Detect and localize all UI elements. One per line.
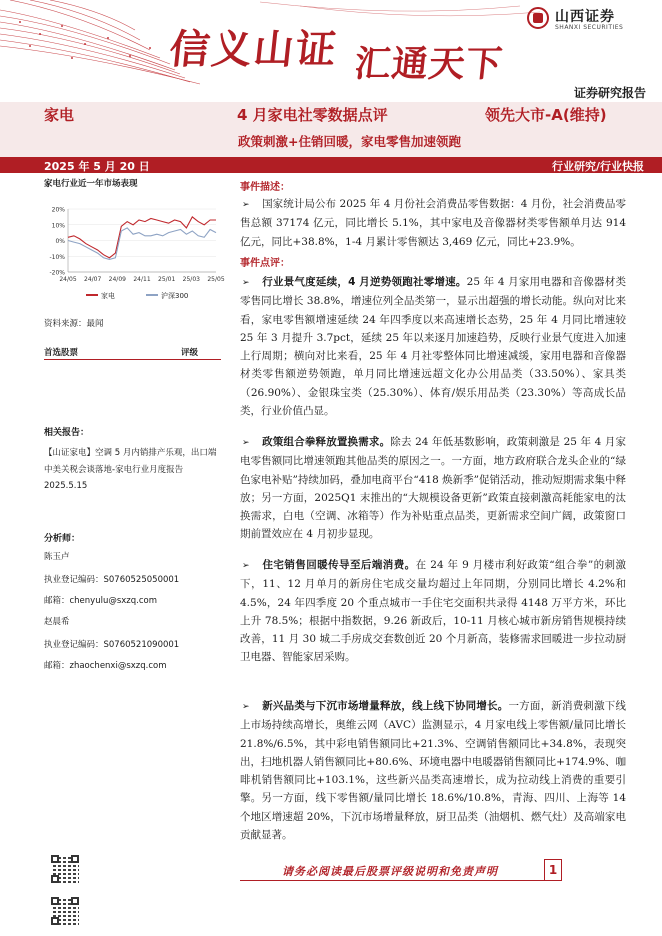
event-comment-title: 事件点评： [240, 258, 290, 269]
analyst-1-license: 执业登记编码：S0760525050001 [44, 575, 180, 585]
x-tick-label: 24/09 [108, 276, 126, 283]
qr-code-icon [51, 897, 79, 925]
analyst-1-name: 陈玉卢 [44, 552, 70, 562]
event-desc-title: 事件描述： [240, 182, 290, 193]
y-tick-label: -10% [49, 253, 65, 261]
page-number: 1 [544, 859, 562, 881]
point-1 [240, 273, 626, 420]
bullet-icon: ➢ [242, 278, 250, 288]
analyst-2-name: 赵晨希 [44, 617, 70, 627]
report-title: 4 月家电社零数据点评 [237, 106, 388, 124]
logo-mark-icon [527, 7, 549, 29]
x-tick-label: 24/05 [59, 276, 77, 283]
footer-divider [240, 880, 548, 881]
y-tick-label: 10% [51, 222, 65, 230]
qr-code-icon [51, 855, 79, 883]
rating-label: 领先大市-A(维持) [485, 106, 607, 124]
stock-header-right: 评级 [181, 348, 199, 358]
logo-en-text: SHANXI SECURITIES [555, 24, 624, 31]
analyst-2-email[interactable]: 邮箱：zhaochenxi@sxzq.com [44, 661, 167, 671]
analyst-1-email[interactable]: 邮箱：chenyulu@sxzq.com [44, 596, 158, 606]
chart-svg [40, 195, 225, 310]
stock-header-left: 首选股票 [44, 348, 79, 358]
analysts-title: 分析师： [44, 534, 81, 544]
bullet-icon: ➢ [242, 438, 250, 448]
y-tick-label: 0% [55, 238, 65, 245]
chart-source: 资料来源：最闻 [44, 319, 104, 329]
report-category: 行业研究/行业快报 [551, 160, 644, 173]
sector-label: 家电 [44, 106, 75, 124]
bullet-icon: ➢ [242, 200, 250, 210]
series-line-2 [68, 228, 216, 260]
related-reports-title: 相关报告： [44, 428, 90, 438]
point-2-heading: 政策组合拳释放置换需求。 [262, 436, 391, 448]
point-4-text: 一方面，新消费刺激下线上市场持续高增长，奥维云网（AVC）监测显示，4 月家电线上零售额/量同比增长 21.8%/6.5%，其中彩电销售额同比+21.3%、空调销售额同比+34.8%，表现突出，扫地机器人销售额同比+80.6%、环境电器中电暖器销售额同比+174.9%、咖啡机销售额同比+103.1%，这些新兴品类高速增长，成为拉动线上消费的重要引擎。另一方面，线下零售额/量同比增长 18.6%/10.8%，青海、四川、上海等 14 个地区增速超 20%，下沉市场增量释放，厨卫品类（油烟机、燃气灶）及高端家电贡献显著。 [240, 700, 627, 842]
point-2-text: 除去 24 年低基数影响，政策刺激是 25 年 4 月家电零售额同比增速领跑其他品类的原因之一。一方面，地方政府联合龙头企业的“绿色家电补贴”持续加码，叠加电商平台“418 焕新季”促销活动，推动短期需求集中释放；另一方面，2025Q1 末推出的“大规模设备更新”政策直接刺激高耗能家电的汰换需求，白电（空调、冰箱等）作为补贴重点品类，更新需求空间广阔，政策窗口期前置效应在 4 月初步显现。 [240, 436, 627, 541]
point-1-text: 25 年 4 月家用电器和音像器材类零售同比增长 38.8%，增速位列全品类第一，显示出超强的增长动能。纵向对比来看，家电零售额增速延续 24 年四季度以来高速增长态势，25 年 4 月同比增速较 25 年 3 月提升 3.7pct，延续 25 年以来逐月加速趋势，反映行业景气度进入加速上行周期；横向对比来看，25 年 4 月社零整体同比增速减缓，家用电器和音像器材类零售额逆势领跑，单月同比增速远超文化办公用品类（33.50%）、家具类（26.90%）、金银珠宝类（25.30%）、体育/娱乐用品类（23.30%）等高成长品类，行业价值凸显。 [240, 276, 626, 418]
analyst-2-license: 执业登记编码：S0760521090001 [44, 640, 180, 650]
stock-table-header [44, 344, 221, 360]
chart-title: 家电行业近一年市场表现 [44, 179, 138, 189]
company-logo [527, 5, 649, 35]
x-tick-label: 25/03 [182, 276, 200, 283]
event-desc-paragraph [240, 195, 626, 251]
point-4 [240, 697, 626, 844]
legend-label-1: 家电 [101, 292, 115, 300]
report-type: 证券研究报告 [573, 86, 646, 100]
event-desc-text: 国家统计局公布 2025 年 4 月份社会消费品零售数据：4 月份，社会消费品零售总额 37174 亿元，同比增长 5.1%，其中家电及音像器材类零售额单月达 914 亿元，同比+38.8%，1-4 月累计零售额达 3,469 亿元，同比+23.9%。 [240, 198, 626, 248]
point-2 [240, 433, 626, 544]
slogan-part2: 汇通天下 [352, 43, 505, 85]
series-line-1 [68, 217, 216, 258]
bullet-icon: ➢ [242, 561, 250, 571]
related-report-link[interactable]: 【山证家电】空调 5 月内销排产乐观，出口端中美关税会谈落地-家电行业月度报告 2025.5.15 [44, 448, 217, 491]
x-tick-label: 24/11 [133, 276, 151, 283]
header-banner [0, 0, 662, 84]
x-tick-label: 25/01 [158, 276, 176, 283]
y-tick-label: -20% [49, 269, 65, 277]
report-subtitle: 政策刺激+住销回暖，家电零售加速领跑 [238, 134, 461, 149]
report-date: 2025 年 5 月 20 日 [44, 160, 150, 173]
disclaimer-note: 请务必阅读最后股票评级说明和免责声明 [282, 865, 498, 878]
x-tick-label: 24/07 [84, 276, 102, 283]
logo-cn-text: 山西证券 [555, 9, 615, 25]
bullet-icon: ➢ [242, 702, 250, 712]
point-1-heading: 行业景气度延续，4 月逆势领跑社零增速。 [262, 276, 467, 288]
point-3 [240, 556, 626, 667]
point-4-heading: 新兴品类与下沉市场增量释放，线上线下协同增长。 [262, 700, 509, 712]
point-3-heading: 住宅销售回暖传导至后端消费。 [262, 559, 416, 571]
slogan-part1: 信义山证 [167, 26, 341, 73]
legend-label-2: 沪深300 [161, 292, 189, 300]
point-3-text: 在 24 年 9 月楼市利好政策“组合拳”的刺激下，11、12 月单月的新房住宅成交量均超过上年同期，分别同比增长 4.2%和 4.5%，24 年四季度 20 个重点城市一手住宅交面积共录得 4148 万平方米，环比上升 78.5%；根据中指数据，9.26 新政后，10-11 月核心城市新房销售规模持续改善，11 月 30 城二手房成交套数创近 20 个月新高，装修需求回暖进一步拉动厨卫电器、智能家居采购。 [240, 559, 626, 664]
y-tick-label: 20% [51, 206, 65, 214]
date-bar [0, 157, 662, 173]
x-tick-label: 25/05 [207, 276, 225, 283]
market-performance-chart [40, 195, 225, 310]
